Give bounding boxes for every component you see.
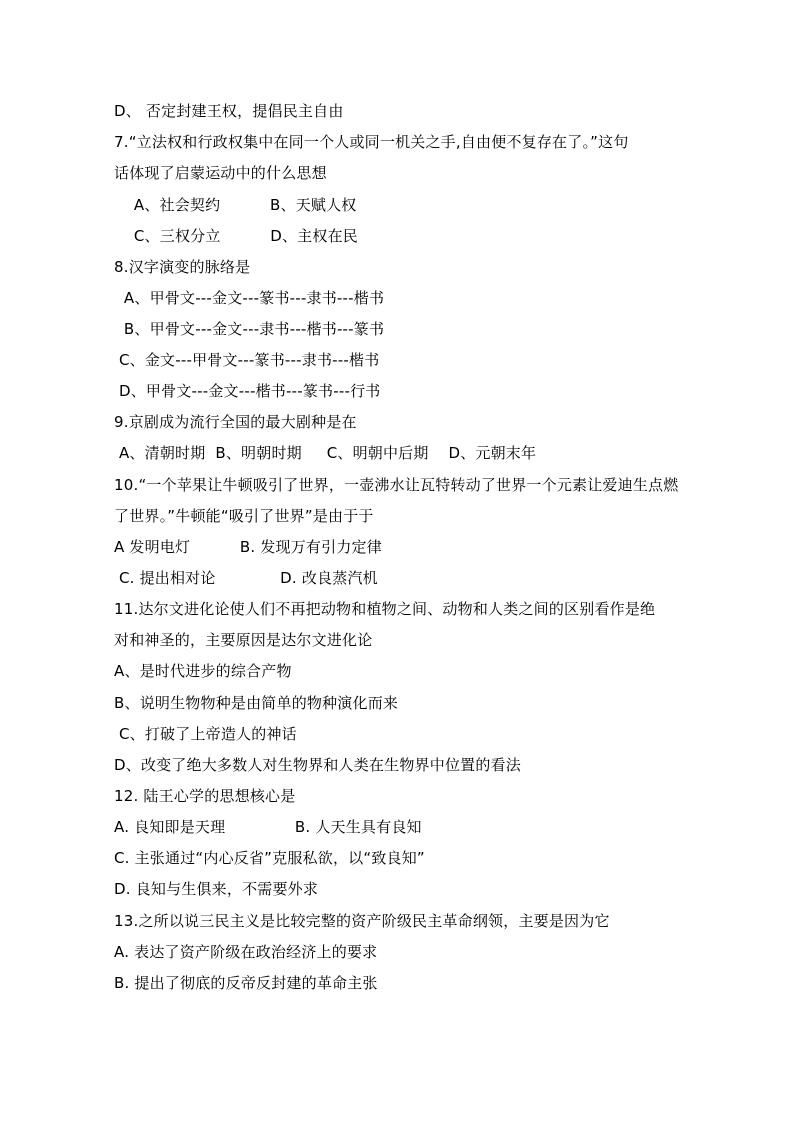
question-10-line-1: 10.“一个苹果让牛顿吸引了世界，一壶沸水让瓦特转动了世界一个元素让爱迪生点燃 — [114, 476, 679, 494]
question-11-option-c: C、打破了上帝造人的神话 — [114, 725, 297, 743]
question-9-options: A、清朝时期 B、明朝时期 C、明朝中后期 D、元朝末年 — [114, 444, 537, 462]
option-d-q6: D、 否定封建王权，提倡民主自由 — [114, 102, 344, 120]
question-13-option-a: A. 表达了资产阶级在政治经济上的要求 — [114, 943, 378, 961]
question-8-option-a: A、甲骨文---金文---篆书---隶书---楷书 — [114, 289, 385, 307]
question-11-line-2: 对和神圣的，主要原因是达尔文进化论 — [114, 631, 373, 649]
question-11-option-a: A、是时代进步的综合产物 — [114, 662, 292, 680]
question-7-options-cd: C、三权分立 D、主权在民 — [114, 227, 358, 245]
question-11-option-d: D、改变了绝大多数人对生物界和人类在生物界中位置的看法 — [114, 756, 521, 774]
question-13-option-b: B. 提出了彻底的反帝反封建的革命主张 — [114, 974, 378, 992]
question-10-options-ab: A 发明电灯 B. 发现万有引力定律 — [114, 538, 382, 556]
question-12-option-d: D. 良知与生俱来，不需要外求 — [114, 880, 319, 898]
question-8-option-d: D、甲骨文---金文---楷书---篆书---行书 — [114, 382, 381, 400]
question-10-line-2: 了世界。”牛顿能“吸引了世界”是由于于 — [114, 507, 374, 525]
question-12-option-c: C. 主张通过“内心反省”克服私欲，以“致良知” — [114, 849, 425, 867]
question-7-line-2: 话体现了启蒙运动中的什么思想 — [114, 164, 327, 182]
question-8-option-b: B、甲骨文---金文---隶书---楷书---篆书 — [114, 320, 385, 338]
question-9-stem: 9.京剧成为流行全国的最大剧种是在 — [114, 413, 357, 431]
question-8-stem: 8.汉字演变的脉络是 — [114, 258, 251, 276]
question-12-stem: 12. 陆王心学的思想核心是 — [114, 787, 296, 805]
question-13-stem: 13.之所以说三民主义是比较完整的资产阶级民主革命纲领，主要是因为它 — [114, 912, 610, 930]
question-7-options-ab: A、社会契约 B、天赋人权 — [114, 196, 357, 214]
question-10-options-cd: C. 提出相对论 D. 改良蒸汽机 — [114, 569, 378, 587]
question-8-option-c: C、金文---甲骨文---篆书---隶书---楷书 — [114, 351, 380, 369]
question-12-options-ab: A. 良知即是天理 B. 人天生具有良知 — [114, 818, 422, 836]
question-11-line-1: 11.达尔文进化论使人们不再把动物和植物之间、动物和人类之间的区别看作是绝 — [114, 600, 656, 618]
question-11-option-b: B、说明生物物种是由简单的物种演化而来 — [114, 694, 399, 712]
question-7-line-1: 7.“立法权和行政权集中在同一个人或同一机关之手,自由便不复存在了。”这句 — [114, 133, 629, 151]
